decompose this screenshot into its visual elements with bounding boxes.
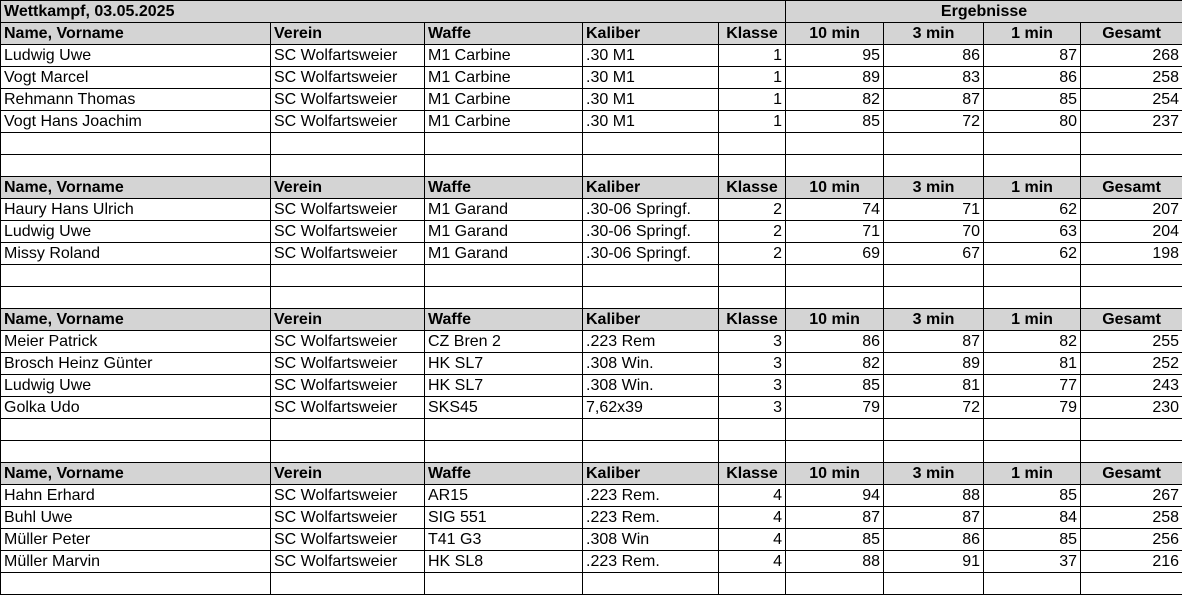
cell-club: SC Wolfartsweier (271, 243, 425, 265)
cell-min1: 77 (984, 375, 1081, 397)
cell-class: 3 (719, 397, 786, 419)
cell-class: 1 (719, 45, 786, 67)
cell-caliber: .30-06 Springf. (583, 243, 719, 265)
cell-class: 4 (719, 507, 786, 529)
cell-class: 4 (719, 529, 786, 551)
cell-caliber: .30-06 Springf. (583, 199, 719, 221)
cell-total: 198 (1081, 243, 1182, 265)
table-row (1, 199, 1182, 221)
cell-min1: 86 (984, 67, 1081, 89)
cell-weapon: M1 Carbine (425, 111, 583, 133)
cell-min3: 81 (884, 375, 984, 397)
table-row (1, 375, 1182, 397)
cell-min10: 89 (786, 67, 884, 89)
blank-row (1, 265, 1182, 287)
empty-cell (583, 441, 719, 463)
cell-club: SC Wolfartsweier (271, 507, 425, 529)
column-header-min3: 3 min (884, 177, 984, 199)
column-header-weapon: Waffe (425, 309, 583, 331)
column-header-class: Klasse (719, 309, 786, 331)
cell-min10: 85 (786, 111, 884, 133)
column-header-name: Name, Vorname (1, 463, 271, 485)
cell-min3: 87 (884, 331, 984, 353)
cell-name: Meier Patrick (1, 331, 271, 353)
cell-caliber: .223 Rem. (583, 485, 719, 507)
cell-name: Müller Marvin (1, 551, 271, 573)
empty-cell (719, 419, 786, 441)
blank-row (1, 133, 1182, 155)
empty-cell (1081, 133, 1182, 155)
empty-cell (425, 155, 583, 177)
cell-min10: 82 (786, 89, 884, 111)
column-header-name: Name, Vorname (1, 309, 271, 331)
cell-min10: 85 (786, 375, 884, 397)
cell-name: Müller Peter (1, 529, 271, 551)
empty-cell (1081, 265, 1182, 287)
cell-caliber: .30-06 Springf. (583, 221, 719, 243)
cell-min1: 81 (984, 353, 1081, 375)
cell-weapon: AR15 (425, 485, 583, 507)
empty-cell (1081, 573, 1182, 595)
empty-cell (1, 573, 271, 595)
empty-cell (425, 287, 583, 309)
empty-cell (271, 287, 425, 309)
column-header-name: Name, Vorname (1, 23, 271, 45)
cell-total: 256 (1081, 529, 1182, 551)
empty-cell (583, 133, 719, 155)
cell-caliber: .30 M1 (583, 89, 719, 111)
cell-name: Ludwig Uwe (1, 45, 271, 67)
cell-caliber: .30 M1 (583, 111, 719, 133)
cell-weapon: M1 Garand (425, 199, 583, 221)
cell-min3: 89 (884, 353, 984, 375)
empty-cell (984, 265, 1081, 287)
column-header-min10: 10 min (786, 309, 884, 331)
cell-class: 3 (719, 353, 786, 375)
table-row (1, 551, 1182, 573)
cell-min3: 83 (884, 67, 984, 89)
cell-min1: 84 (984, 507, 1081, 529)
table-row (1, 529, 1182, 551)
cell-club: SC Wolfartsweier (271, 199, 425, 221)
cell-min10: 94 (786, 485, 884, 507)
empty-cell (583, 265, 719, 287)
column-header-min1: 1 min (984, 177, 1081, 199)
cell-total: 258 (1081, 67, 1182, 89)
column-header-caliber: Kaliber (583, 463, 719, 485)
cell-name: Ludwig Uwe (1, 375, 271, 397)
cell-name: Haury Hans Ulrich (1, 199, 271, 221)
cell-min1: 85 (984, 485, 1081, 507)
cell-club: SC Wolfartsweier (271, 375, 425, 397)
cell-name: Golka Udo (1, 397, 271, 419)
empty-cell (884, 265, 984, 287)
empty-cell (1081, 287, 1182, 309)
column-header-weapon: Waffe (425, 23, 583, 45)
cell-club: SC Wolfartsweier (271, 111, 425, 133)
table-row (1, 331, 1182, 353)
table-row (1, 67, 1182, 89)
empty-cell (425, 419, 583, 441)
empty-cell (786, 133, 884, 155)
empty-cell (271, 133, 425, 155)
table-row (1, 111, 1182, 133)
empty-cell (984, 419, 1081, 441)
empty-cell (1, 419, 271, 441)
blank-row (1, 441, 1182, 463)
blank-row (1, 287, 1182, 309)
empty-cell (1081, 441, 1182, 463)
cell-min10: 69 (786, 243, 884, 265)
empty-cell (583, 155, 719, 177)
empty-cell (884, 287, 984, 309)
cell-weapon: SIG 551 (425, 507, 583, 529)
cell-weapon: CZ Bren 2 (425, 331, 583, 353)
cell-min1: 62 (984, 243, 1081, 265)
empty-cell (271, 265, 425, 287)
column-header-class: Klasse (719, 177, 786, 199)
cell-name: Missy Roland (1, 243, 271, 265)
cell-total: 216 (1081, 551, 1182, 573)
cell-name: Buhl Uwe (1, 507, 271, 529)
cell-min3: 71 (884, 199, 984, 221)
empty-cell (583, 419, 719, 441)
cell-club: SC Wolfartsweier (271, 397, 425, 419)
cell-total: 252 (1081, 353, 1182, 375)
cell-total: 207 (1081, 199, 1182, 221)
table-row (1, 353, 1182, 375)
cell-min10: 86 (786, 331, 884, 353)
cell-weapon: M1 Garand (425, 243, 583, 265)
empty-cell (786, 573, 884, 595)
blank-row (1, 155, 1182, 177)
cell-weapon: T41 G3 (425, 529, 583, 551)
cell-name: Hahn Erhard (1, 485, 271, 507)
empty-cell (271, 441, 425, 463)
cell-caliber: 7,62x39 (583, 397, 719, 419)
cell-min1: 37 (984, 551, 1081, 573)
cell-class: 2 (719, 199, 786, 221)
cell-caliber: .308 Win. (583, 375, 719, 397)
cell-min3: 67 (884, 243, 984, 265)
column-header-caliber: Kaliber (583, 23, 719, 45)
column-header-name: Name, Vorname (1, 177, 271, 199)
cell-total: 267 (1081, 485, 1182, 507)
column-header-club: Verein (271, 23, 425, 45)
cell-name: Ludwig Uwe (1, 221, 271, 243)
cell-min10: 88 (786, 551, 884, 573)
cell-min10: 82 (786, 353, 884, 375)
cell-class: 3 (719, 331, 786, 353)
cell-min3: 70 (884, 221, 984, 243)
cell-total: 268 (1081, 45, 1182, 67)
cell-weapon: HK SL7 (425, 375, 583, 397)
column-header-class: Klasse (719, 463, 786, 485)
cell-total: 230 (1081, 397, 1182, 419)
cell-min10: 79 (786, 397, 884, 419)
cell-club: SC Wolfartsweier (271, 45, 425, 67)
cell-class: 3 (719, 375, 786, 397)
cell-club: SC Wolfartsweier (271, 89, 425, 111)
cell-min1: 87 (984, 45, 1081, 67)
cell-min1: 82 (984, 331, 1081, 353)
column-header-min3: 3 min (884, 309, 984, 331)
empty-cell (425, 573, 583, 595)
cell-weapon: HK SL7 (425, 353, 583, 375)
cell-name: Brosch Heinz Günter (1, 353, 271, 375)
cell-caliber: .30 M1 (583, 67, 719, 89)
table-row (1, 507, 1182, 529)
cell-min3: 72 (884, 111, 984, 133)
empty-cell (786, 155, 884, 177)
cell-min1: 85 (984, 529, 1081, 551)
cell-club: SC Wolfartsweier (271, 67, 425, 89)
column-header-min3: 3 min (884, 23, 984, 45)
cell-club: SC Wolfartsweier (271, 485, 425, 507)
cell-club: SC Wolfartsweier (271, 221, 425, 243)
column-header-club: Verein (271, 309, 425, 331)
cell-caliber: .30 M1 (583, 45, 719, 67)
column-header-row (1, 463, 1182, 485)
cell-club: SC Wolfartsweier (271, 529, 425, 551)
cell-weapon: SKS45 (425, 397, 583, 419)
empty-cell (719, 287, 786, 309)
cell-min10: 74 (786, 199, 884, 221)
empty-cell (786, 287, 884, 309)
table-row (1, 45, 1182, 67)
cell-total: 237 (1081, 111, 1182, 133)
cell-weapon: M1 Carbine (425, 89, 583, 111)
cell-club: SC Wolfartsweier (271, 353, 425, 375)
column-header-min1: 1 min (984, 23, 1081, 45)
cell-class: 1 (719, 89, 786, 111)
cell-min1: 85 (984, 89, 1081, 111)
cell-name: Vogt Marcel (1, 67, 271, 89)
empty-cell (719, 573, 786, 595)
empty-cell (583, 573, 719, 595)
empty-cell (1, 155, 271, 177)
empty-cell (1, 441, 271, 463)
empty-cell (984, 441, 1081, 463)
column-header-total: Gesamt (1081, 23, 1182, 45)
empty-cell (786, 419, 884, 441)
column-header-min10: 10 min (786, 463, 884, 485)
empty-cell (1081, 155, 1182, 177)
cell-weapon: M1 Garand (425, 221, 583, 243)
cell-min3: 72 (884, 397, 984, 419)
column-header-club: Verein (271, 463, 425, 485)
empty-cell (719, 155, 786, 177)
cell-min3: 86 (884, 45, 984, 67)
cell-class: 2 (719, 243, 786, 265)
cell-total: 258 (1081, 507, 1182, 529)
cell-caliber: .223 Rem. (583, 551, 719, 573)
cell-class: 1 (719, 111, 786, 133)
empty-cell (884, 573, 984, 595)
column-header-min10: 10 min (786, 177, 884, 199)
cell-min10: 71 (786, 221, 884, 243)
empty-cell (719, 441, 786, 463)
table-row (1, 89, 1182, 111)
blank-row (1, 573, 1182, 595)
column-header-min1: 1 min (984, 463, 1081, 485)
cell-min10: 95 (786, 45, 884, 67)
cell-min3: 86 (884, 529, 984, 551)
empty-cell (1, 265, 271, 287)
column-header-total: Gesamt (1081, 177, 1182, 199)
cell-club: SC Wolfartsweier (271, 551, 425, 573)
empty-cell (719, 265, 786, 287)
cell-min3: 91 (884, 551, 984, 573)
cell-min3: 87 (884, 89, 984, 111)
empty-cell (984, 155, 1081, 177)
column-header-club: Verein (271, 177, 425, 199)
table-row (1, 397, 1182, 419)
empty-cell (984, 133, 1081, 155)
sheet-title: Wettkampf, 03.05.2025 (1, 1, 786, 23)
empty-cell (425, 441, 583, 463)
cell-class: 4 (719, 485, 786, 507)
cell-min1: 63 (984, 221, 1081, 243)
blank-row (1, 419, 1182, 441)
cell-min10: 87 (786, 507, 884, 529)
column-header-row (1, 23, 1182, 45)
column-header-min10: 10 min (786, 23, 884, 45)
empty-cell (884, 133, 984, 155)
empty-cell (884, 419, 984, 441)
table-row (1, 243, 1182, 265)
column-header-caliber: Kaliber (583, 177, 719, 199)
empty-cell (583, 287, 719, 309)
empty-cell (984, 287, 1081, 309)
empty-cell (271, 155, 425, 177)
cell-name: Vogt Hans Joachim (1, 111, 271, 133)
table-row (1, 221, 1182, 243)
title-row (1, 1, 1182, 23)
empty-cell (786, 441, 884, 463)
cell-club: SC Wolfartsweier (271, 331, 425, 353)
column-header-weapon: Waffe (425, 177, 583, 199)
empty-cell (1081, 419, 1182, 441)
cell-min1: 79 (984, 397, 1081, 419)
cell-total: 204 (1081, 221, 1182, 243)
empty-cell (884, 155, 984, 177)
empty-cell (271, 573, 425, 595)
column-header-row (1, 177, 1182, 199)
cell-weapon: HK SL8 (425, 551, 583, 573)
column-header-min1: 1 min (984, 309, 1081, 331)
empty-cell (1, 287, 271, 309)
empty-cell (884, 441, 984, 463)
cell-min1: 80 (984, 111, 1081, 133)
column-header-total: Gesamt (1081, 463, 1182, 485)
empty-cell (425, 265, 583, 287)
cell-caliber: .308 Win (583, 529, 719, 551)
empty-cell (1, 133, 271, 155)
results-table-body (1, 1, 1182, 595)
cell-weapon: M1 Carbine (425, 45, 583, 67)
cell-total: 243 (1081, 375, 1182, 397)
empty-cell (425, 133, 583, 155)
column-header-caliber: Kaliber (583, 309, 719, 331)
column-header-row (1, 309, 1182, 331)
cell-caliber: .308 Win. (583, 353, 719, 375)
cell-min1: 62 (984, 199, 1081, 221)
column-header-class: Klasse (719, 23, 786, 45)
empty-cell (984, 573, 1081, 595)
cell-name: Rehmann Thomas (1, 89, 271, 111)
empty-cell (271, 419, 425, 441)
cell-caliber: .223 Rem (583, 331, 719, 353)
column-header-min3: 3 min (884, 463, 984, 485)
empty-cell (719, 133, 786, 155)
empty-cell (786, 265, 884, 287)
cell-min3: 87 (884, 507, 984, 529)
cell-weapon: M1 Carbine (425, 67, 583, 89)
column-header-total: Gesamt (1081, 309, 1182, 331)
cell-caliber: .223 Rem. (583, 507, 719, 529)
table-row (1, 485, 1182, 507)
cell-class: 1 (719, 67, 786, 89)
column-header-weapon: Waffe (425, 463, 583, 485)
cell-min3: 88 (884, 485, 984, 507)
cell-total: 255 (1081, 331, 1182, 353)
cell-class: 2 (719, 221, 786, 243)
results-header: Ergebnisse (786, 1, 1182, 23)
cell-min10: 85 (786, 529, 884, 551)
cell-class: 4 (719, 551, 786, 573)
cell-total: 254 (1081, 89, 1182, 111)
